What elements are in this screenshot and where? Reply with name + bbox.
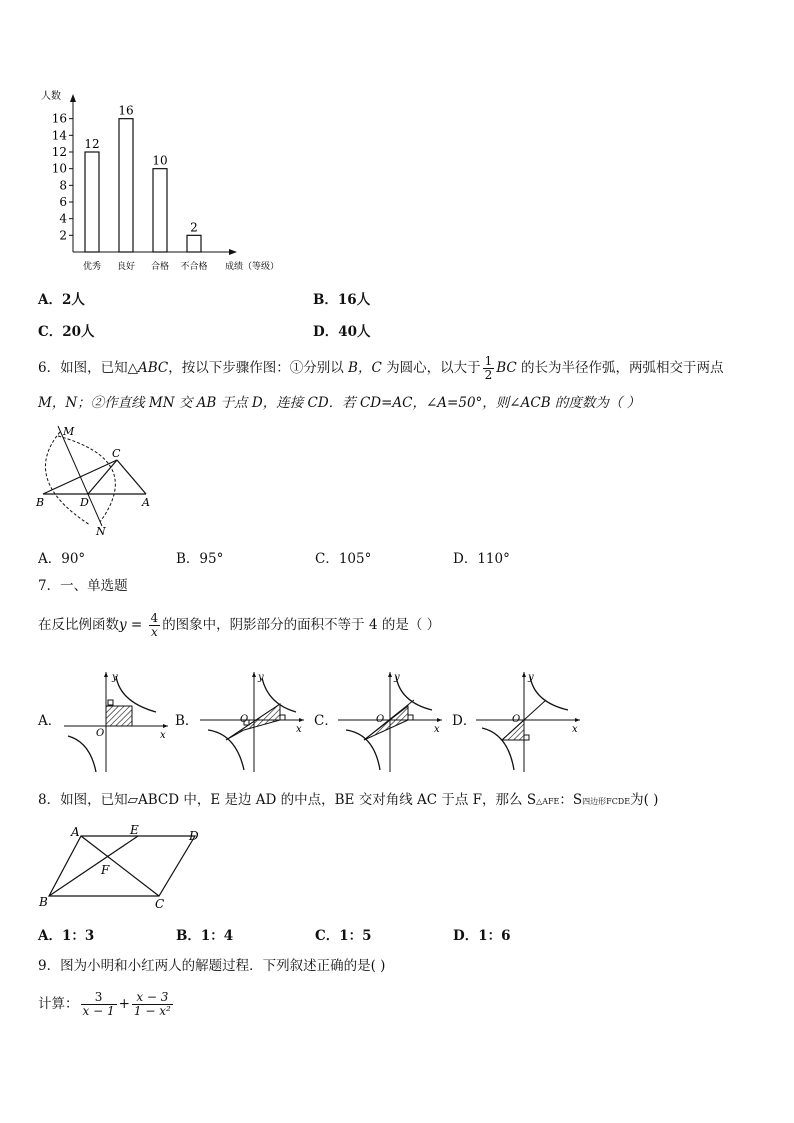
frac-numerator: x − 3 bbox=[132, 991, 173, 1005]
q7-option-a-letter[interactable]: A． bbox=[38, 713, 62, 729]
svg-text:x: x bbox=[572, 724, 578, 735]
q6-stem-line1 bbox=[38, 354, 724, 382]
label-b: B bbox=[36, 496, 45, 509]
q7-fraction bbox=[149, 612, 161, 639]
bar-0 bbox=[85, 152, 99, 252]
svg-text:y: y bbox=[112, 672, 118, 683]
q7-option-c-letter[interactable]: C． bbox=[314, 713, 338, 729]
q8-sub-fcde: 四边形FCDE bbox=[582, 797, 631, 806]
label-d: D bbox=[80, 496, 89, 509]
category-label: 不合格 bbox=[180, 262, 208, 272]
line-mn bbox=[58, 426, 102, 526]
q6-text-bc: B，C bbox=[348, 360, 382, 376]
svg-text:y: y bbox=[394, 672, 400, 683]
svg-text:O: O bbox=[376, 714, 385, 725]
q6-fraction bbox=[483, 355, 495, 382]
q7-eq: = bbox=[126, 617, 147, 633]
y-axis-arrow bbox=[70, 94, 76, 102]
q6-text: ，按以下步骤作图：①分别以 bbox=[168, 360, 349, 376]
parallelogram-abcd bbox=[49, 836, 195, 896]
q8-option-b[interactable]: B．1：4 bbox=[176, 928, 234, 944]
q8-text: 为( ) bbox=[630, 792, 659, 808]
svg-text:C: C bbox=[155, 897, 165, 911]
y-tick-label: 14 bbox=[51, 128, 67, 143]
q6-option-a[interactable]: A．90° bbox=[38, 551, 86, 567]
bar-1 bbox=[119, 119, 133, 252]
frac-denominator: x − 1 bbox=[82, 1004, 115, 1018]
q8-option-a[interactable]: A．1：3 bbox=[38, 928, 95, 944]
segment-ca bbox=[117, 460, 146, 494]
q6-text-abc: ABC bbox=[137, 360, 169, 376]
q8-option-d[interactable]: D．1：6 bbox=[453, 928, 511, 944]
svg-text:x: x bbox=[434, 724, 440, 735]
frac-denominator: x bbox=[150, 625, 158, 639]
q8-sub-afe: △AFE bbox=[536, 797, 560, 806]
q8-option-c[interactable]: C．1：5 bbox=[315, 928, 372, 944]
q7-text: 的图象中，阴影部分的面积不等于 4 的是（ ） bbox=[162, 617, 441, 633]
segment-cd bbox=[88, 460, 117, 494]
q8-text: 8．如图，已知▱ABCD 中，E 是边 AD 的中点，BE 交对角线 AC 于点 F，那么 S bbox=[38, 792, 537, 808]
q5-option-c[interactable]: C．20人 bbox=[38, 324, 95, 340]
svg-text:y: y bbox=[528, 672, 534, 683]
bar-data-label: 2 bbox=[190, 220, 198, 235]
bar-data-label: 16 bbox=[118, 103, 134, 118]
frac-numerator: 3 bbox=[81, 991, 117, 1005]
q6-option-d[interactable]: D．110° bbox=[453, 551, 510, 567]
arc-from-b bbox=[45, 432, 90, 525]
category-label: 合格 bbox=[150, 262, 170, 272]
y-tick-label: 6 bbox=[59, 195, 67, 209]
svg-text:F: F bbox=[101, 863, 110, 877]
q5-option-b[interactable]: B．16人 bbox=[313, 292, 371, 308]
q9-fraction-2 bbox=[132, 991, 173, 1018]
arc-from-c bbox=[58, 436, 115, 522]
q5-bar-chart bbox=[30, 85, 310, 280]
y-tick-label: 12 bbox=[51, 145, 67, 159]
label-a: A bbox=[142, 496, 150, 509]
q6-text: 为圆心，以大于 bbox=[381, 360, 481, 376]
q7-heading: 7．一、单选题 bbox=[38, 578, 128, 594]
q6-option-b[interactable]: B．95° bbox=[176, 551, 224, 567]
bar-data-label: 10 bbox=[152, 153, 168, 168]
frac-denominator: 1 − x² bbox=[133, 1004, 171, 1018]
q6-text-bc2: BC bbox=[496, 360, 517, 376]
bar-data-label: 12 bbox=[84, 137, 100, 151]
q9-calc bbox=[38, 984, 175, 1024]
y-tick-label: 2 bbox=[59, 228, 67, 243]
segment-bc bbox=[43, 460, 117, 494]
q7-stem bbox=[38, 607, 440, 643]
label-c: C bbox=[112, 447, 121, 460]
category-label: 良好 bbox=[116, 262, 136, 272]
y-tick-label: 4 bbox=[59, 211, 67, 226]
frac-numerator: 1 bbox=[484, 354, 493, 368]
svg-text:A: A bbox=[71, 825, 80, 839]
q5-option-d[interactable]: D．40人 bbox=[313, 324, 371, 340]
q9-calc-label: 计算： bbox=[38, 996, 79, 1012]
svg-text:E: E bbox=[130, 823, 139, 837]
label-n: N bbox=[96, 525, 106, 538]
x-axis-arrow bbox=[229, 249, 237, 255]
svg-text:D: D bbox=[189, 829, 199, 843]
frac-denominator: 2 bbox=[484, 368, 493, 382]
q7-option-b-letter[interactable]: B． bbox=[175, 713, 199, 729]
x-axis-title: 成绩（等级） bbox=[225, 262, 280, 272]
q6-text: 6．如图，已知△ bbox=[38, 360, 138, 376]
q7-text: 在反比例函数 bbox=[38, 617, 119, 633]
q8-text: ：S bbox=[559, 792, 583, 808]
q7-option-d-letter[interactable]: D． bbox=[452, 713, 477, 729]
q7-graph-a[interactable] bbox=[60, 668, 172, 776]
q6-option-c[interactable]: C．105° bbox=[315, 551, 372, 567]
category-label: 优秀 bbox=[82, 262, 102, 272]
q9-stem: 9．图为小明和小红两人的解题过程．下列叙述正确的是( ) bbox=[38, 958, 386, 974]
q5-option-a[interactable]: A．2人 bbox=[38, 292, 85, 308]
y-tick-label: 10 bbox=[51, 161, 67, 176]
svg-text:x: x bbox=[160, 730, 166, 741]
y-axis-title: 人数 bbox=[41, 91, 61, 102]
bar-2 bbox=[153, 169, 167, 252]
svg-text:y: y bbox=[258, 672, 264, 683]
svg-text:O: O bbox=[512, 714, 521, 725]
y-tick-label: 16 bbox=[51, 111, 67, 126]
q7-graph-b[interactable] bbox=[196, 668, 308, 776]
q6-stem-line2: M，N；②作直线 MN 交 AB 于点 D，连接 CD．若 CD=AC，∠A=50°，则∠ACB 的度数为（ ） bbox=[38, 395, 641, 411]
q6-figure bbox=[30, 420, 170, 538]
frac-numerator: 4 bbox=[150, 611, 159, 625]
q9-plus: + bbox=[118, 996, 130, 1012]
q9-fraction-1 bbox=[81, 991, 117, 1018]
y-tick-label: 8 bbox=[59, 178, 67, 193]
q8-stem bbox=[38, 790, 658, 812]
svg-text:B: B bbox=[39, 895, 48, 909]
svg-text:x: x bbox=[296, 724, 302, 735]
bar-3 bbox=[187, 235, 201, 252]
q7-y: y bbox=[119, 617, 127, 633]
q7-graph-d[interactable] bbox=[472, 668, 584, 776]
q8-figure bbox=[35, 822, 215, 912]
label-m: M bbox=[63, 425, 75, 438]
svg-text:O: O bbox=[96, 728, 105, 739]
q6-text: 的长为半径作弧，两弧相交于两点 bbox=[516, 360, 724, 376]
svg-text:O: O bbox=[240, 714, 249, 725]
q7-graph-c[interactable] bbox=[334, 668, 446, 776]
